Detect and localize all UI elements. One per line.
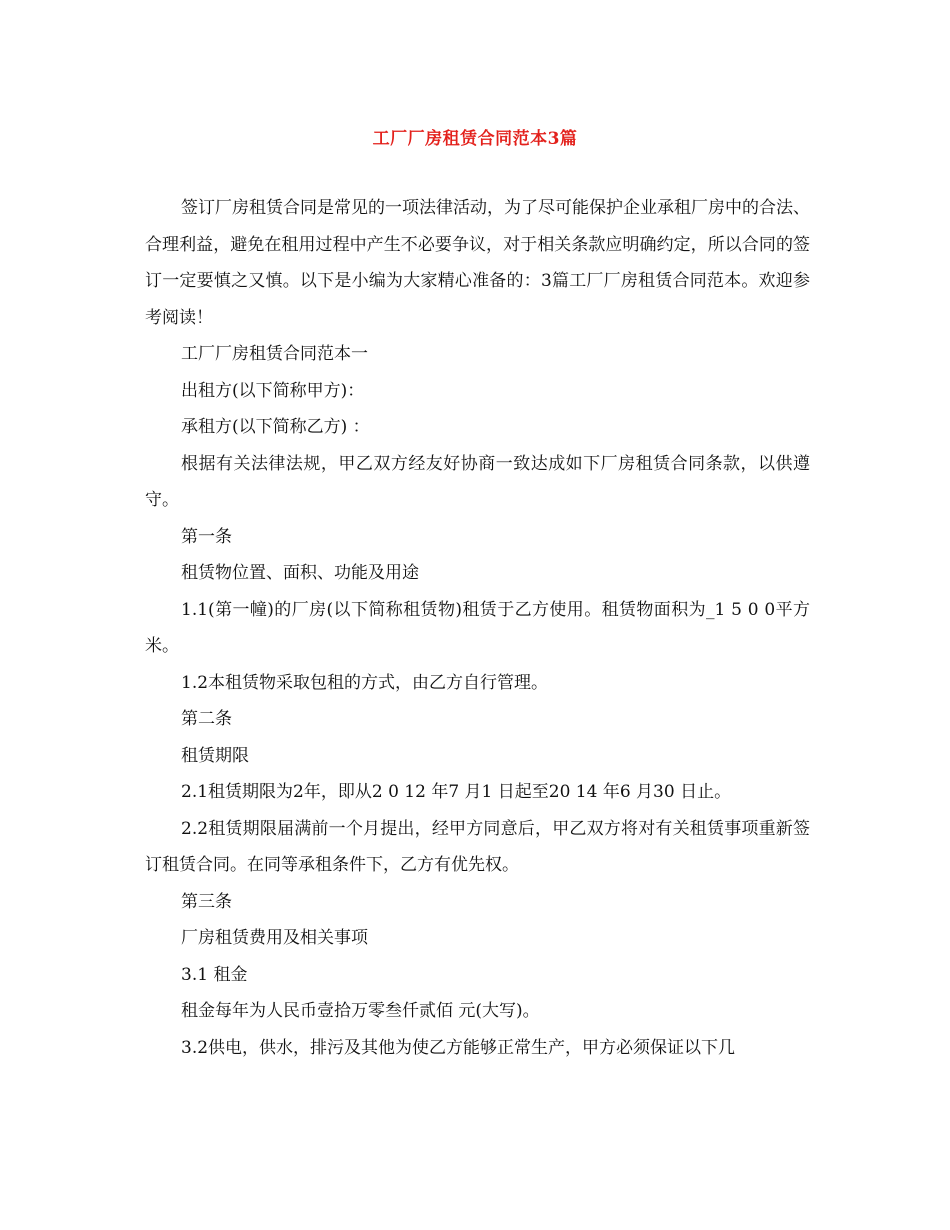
- clause-3-1-rent: 租金每年为人民币壹拾万零叁仟贰佰 元(大写)。: [181, 1001, 540, 1021]
- article-two-heading: 第二条: [181, 709, 232, 729]
- paragraph-lessor: 出租方(以下简称甲方)：: [181, 380, 365, 401]
- article-one-heading: 第一条: [181, 526, 232, 547]
- article-one-subtitle: 租赁物位置、面积、功能及用途: [181, 563, 419, 583]
- paragraph-preamble: 根据有关法律法规，甲乙双方经友好协商一致达成如下厂房租赁合同条款，以供遵守。: [145, 453, 810, 510]
- paragraph-heading-template-one: 工厂厂房租赁合同范本一: [181, 344, 368, 364]
- document-title: 工厂厂房租赁合同范本3篇: [372, 129, 578, 149]
- clause-3-2: 3.2供电，供水，排污及其他为使乙方能够正常生产，甲方必须保证以下几: [181, 1037, 736, 1058]
- document-body: [145, 190, 810, 1066]
- clause-1-2: 1.2本租赁物采取包租的方式，由乙方自行管理。: [181, 672, 549, 693]
- paragraph-lessee: 承租方(以下简称乙方) ：: [181, 417, 370, 437]
- paragraph-intro: 签订厂房租赁合同是常见的一项法律活动，为了尽可能保护企业承租厂房中的合法、合理利益，避免在租用过程中产生不必要争议，对于相关条款应明确约定，所以合同的签订一定要慎之又慎。以下是小编为大家精心准备的：3篇工厂厂房租赁合同范本。欢迎参考阅读！: [145, 198, 810, 328]
- article-three-heading: 第三条: [181, 891, 232, 912]
- clause-1-1: 1.1(第一幢)的厂房(以下简称租赁物)租赁于乙方使用。租赁物面积为_1 5 0 0平方米。: [145, 599, 810, 656]
- article-three-subtitle: 厂房租赁费用及相关事项: [181, 928, 368, 948]
- article-two-subtitle: 租赁期限: [181, 745, 249, 766]
- clause-2-2: 2.2租赁期限届满前一个月提出，经甲方同意后，甲乙双方将对有关租赁事项重新签订租赁合同。在同等承租条件下，乙方有优先权。: [145, 818, 810, 875]
- clause-2-1: 2.1租赁期限为2年，即从2 0 12 年7 月1 日起至20 14 年6 月30 日止。: [181, 782, 732, 802]
- clause-3-1: 3.1 租金: [181, 964, 248, 985]
